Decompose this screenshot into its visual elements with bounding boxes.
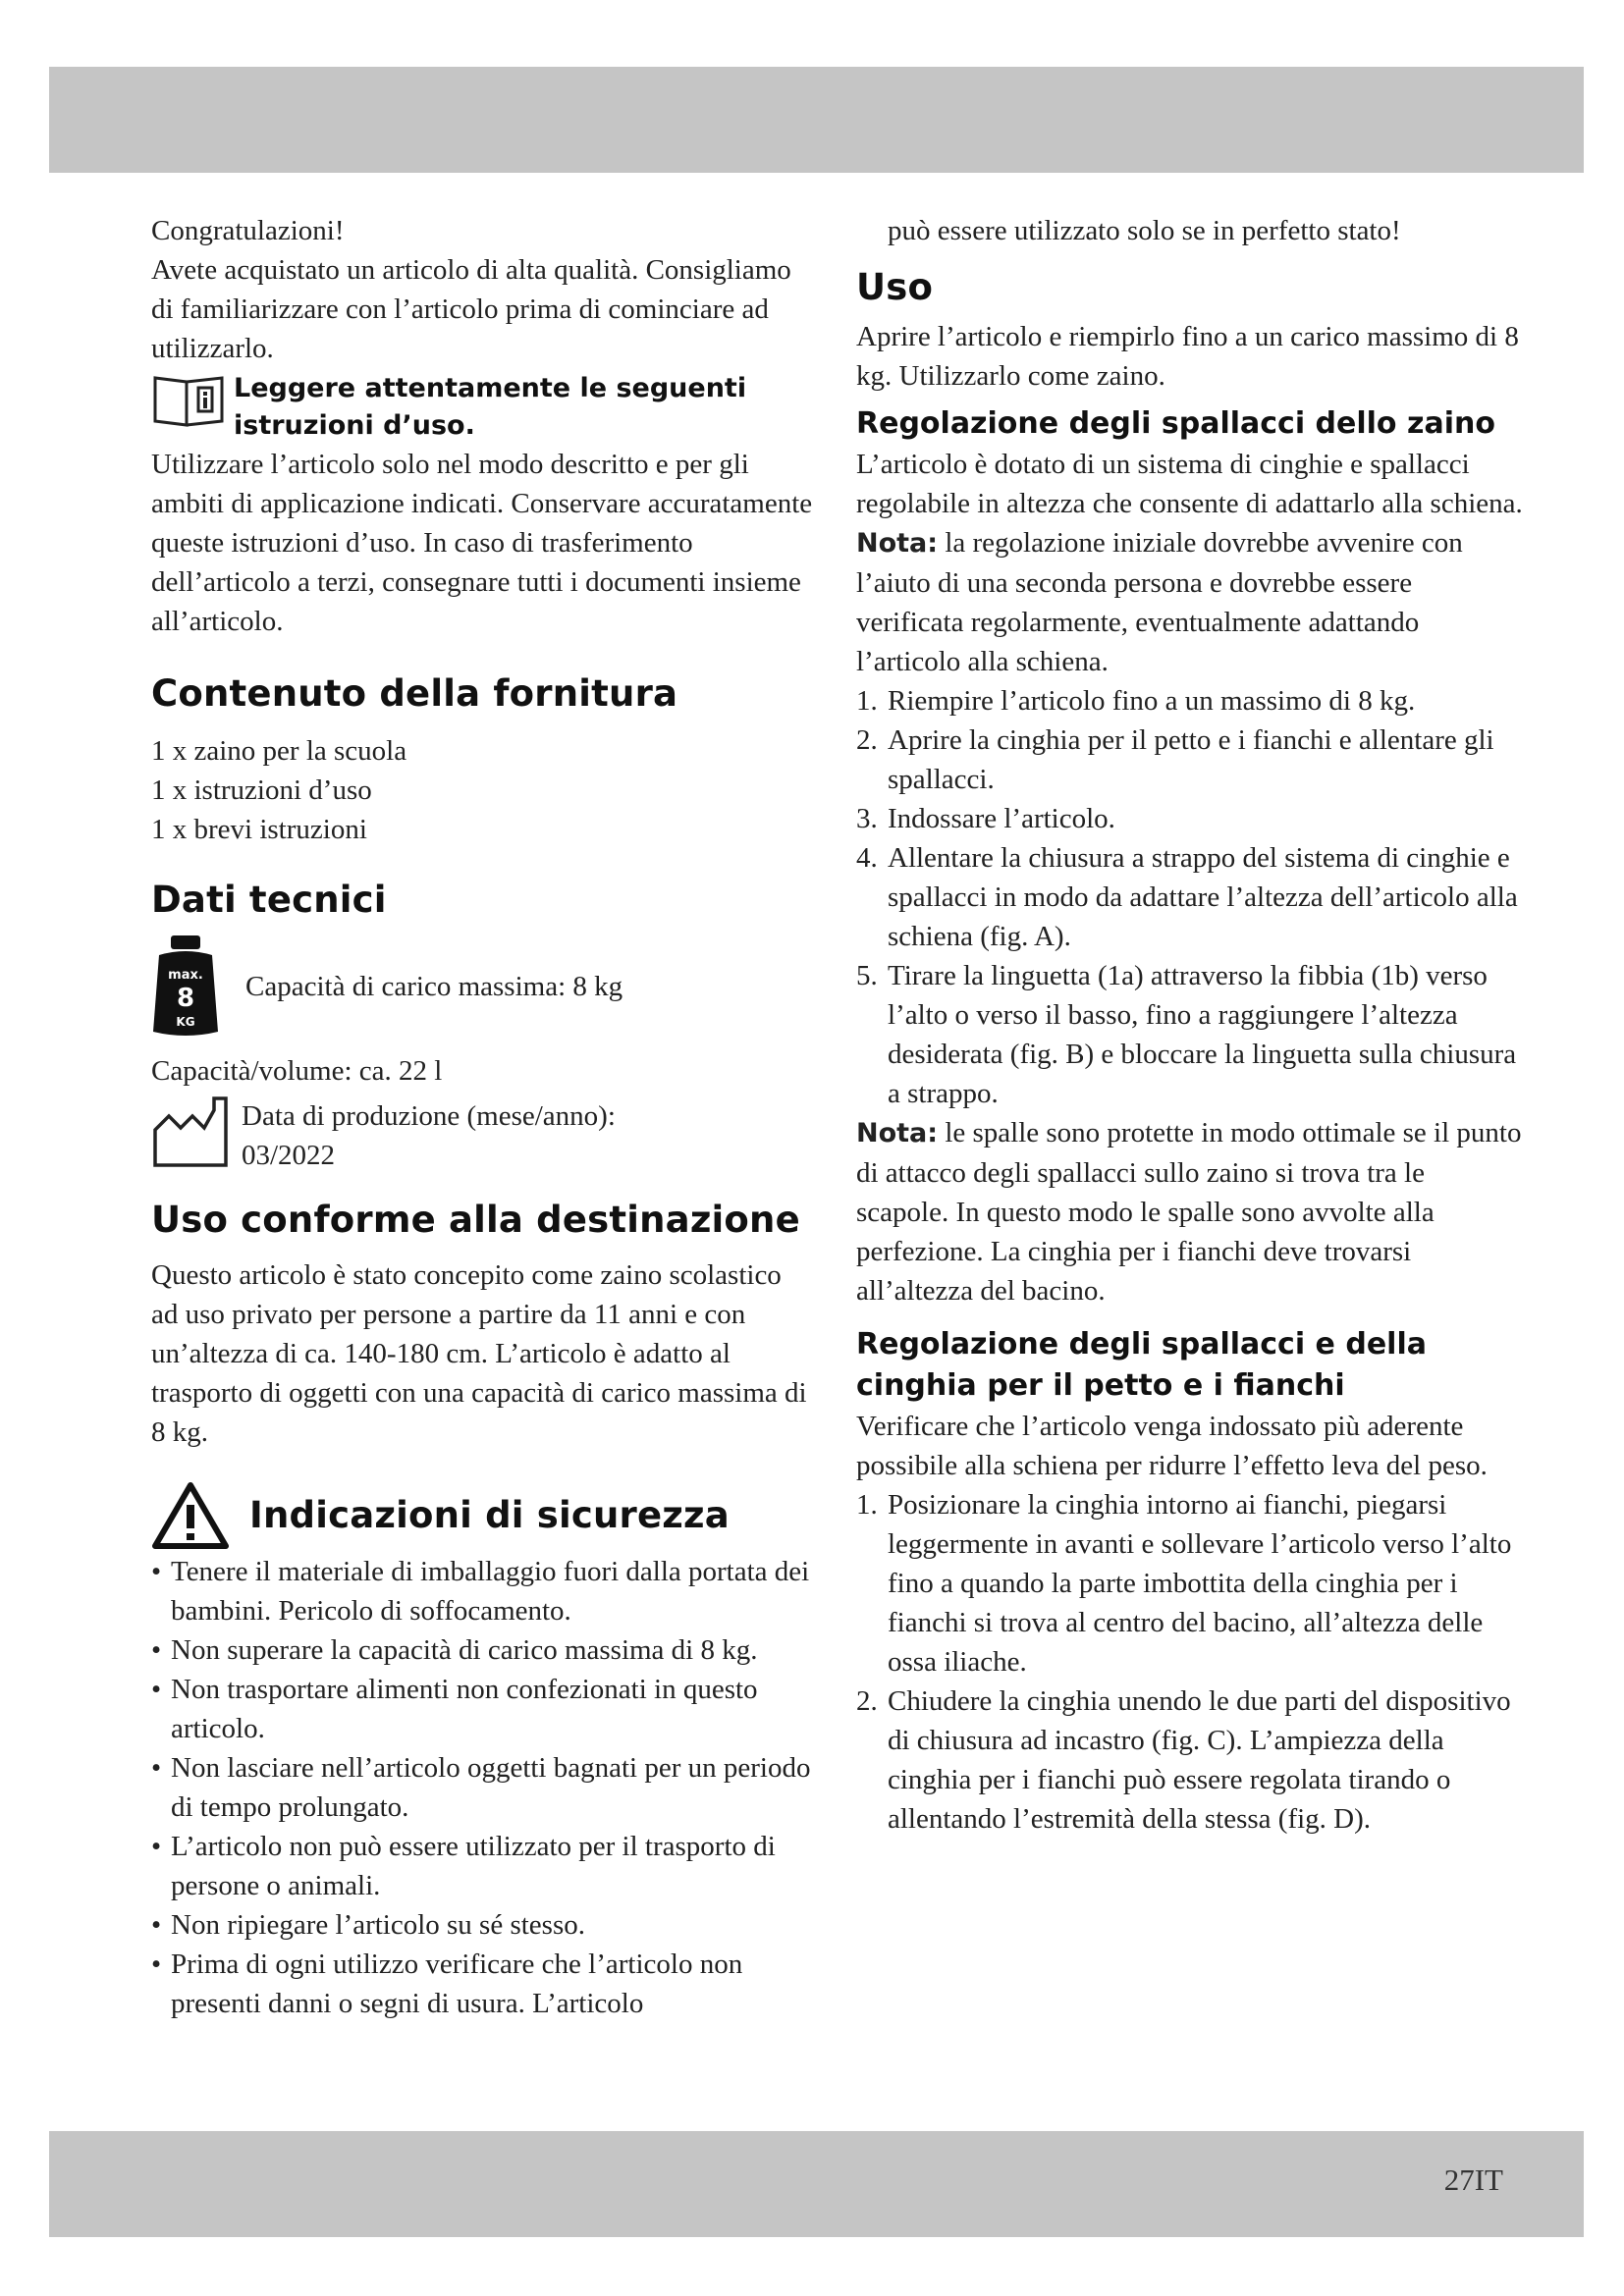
read-notice (151, 370, 814, 445)
list-item: 2. Aprire la cinghia per il petto e i fianchi e allentare gli spallacci. (856, 724, 1494, 795)
list-item: 5. Tirare la linguetta (1a) attraverso la fibbia (1b) verso l’alto o verso il basso, fino a raggiungere l’altezza desiderata (fig. B) e bloccare la linguetta sulla chiusura a strappo. (856, 960, 1517, 1109)
list-item: 4. Allentare la chiusura a strappo del sistema di cinghie e spallacci in modo da adattare l’altezza dell’articolo alla schiena (fig. A). (856, 842, 1518, 952)
belt-steps (856, 1485, 1524, 1839)
header-band (49, 67, 1584, 173)
list-item: • Non ripiegare l’articolo su sé stesso. (151, 1909, 586, 1941)
list-item: • Prima di ogni utilizzo verificare che l’articolo non presenti danni o segni di usura. L’articolo (151, 1949, 743, 2019)
list-item: • Non trasportare alimenti non confezionati in questo articolo. (151, 1674, 758, 1744)
usage-text: Utilizzare l’articolo solo nel modo descritto e per gli ambiti di applicazione indicati. Conservare accuratamente queste istruzioni d’uso. In caso di trasferimento dell’articolo a terzi, consegnare tutti i documenti insieme all’articolo. (151, 449, 813, 637)
list-item: 3. Indossare l’articolo. (856, 803, 1115, 834)
safety-list (151, 1552, 814, 2023)
weight-icon (151, 934, 220, 1040)
intro-text: Avete acquistato un articolo di alta qualità. Consigliamo di familiarizzare con l’articolo prima di cominciare ad utilizzarlo. (151, 254, 791, 364)
straps-note-2: Nota: le spalle sono protette in modo ottimale se il punto di attacco degli spallacci sullo zaino si trova tra le scapole. In questo modo le spalle sono avvolte alla perfezione. La cinghia per i fianchi deve trovarsi all’altezza del bacino. (856, 1117, 1522, 1307)
intended-use-text: Questo articolo è stato concepito come zaino scolastico ad uso privato per persone a partire da 11 anni e con un’altezza di ca. 140-180 cm. L’articolo è adatto al trasporto di oggetti con una capacità di carico massima di 8 kg. (151, 1259, 807, 1448)
straps-heading: Regolazione degli spallacci dello zaino (856, 406, 1495, 441)
belt-heading: Regolazione degli spallacci e della cinghia per il petto e i fianchi (856, 1327, 1427, 1403)
straps-steps (856, 681, 1524, 1113)
straps-note: Nota: la regolazione iniziale dovrebbe avvenire con l’aiuto di una seconda persona e dovrebbe essere verificata regolarmente, eventualmente adattando l’articolo alla schiena. (856, 527, 1463, 677)
belt-text: Verificare che l’articolo venga indossato più aderente possibile alla schiena per ridurre l’effetto leva del peso. (856, 1411, 1488, 1481)
contents-item: 1 x zaino per la scuola (151, 735, 407, 767)
list-item: • L’articolo non può essere utilizzato per il trasporto di persone o animali. (151, 1831, 776, 1901)
weight-icon-value: 8 (176, 984, 195, 1013)
list-item: • Non lasciare nell’articolo oggetti bagnati per un periodo di tempo prolungato. (151, 1752, 811, 1823)
production-row (151, 1096, 814, 1175)
page-number: 27IT (1443, 2163, 1503, 2197)
production-label: Data di produzione (mese/anno): (242, 1100, 616, 1132)
contents-heading: Contenuto della fornitura (151, 672, 678, 715)
tech-heading: Dati tecnici (151, 879, 387, 921)
production-date-icon (151, 1096, 230, 1171)
production-text (242, 1096, 616, 1175)
list-item: • Tenere il materiale di imballaggio fuori dalla portata dei bambini. Pericolo di soffocamento. (151, 1556, 810, 1627)
safety-heading: Indicazioni di sicurezza (249, 1494, 730, 1536)
contents-item: 1 x brevi istruzioni (151, 814, 367, 845)
list-item: 2. Chiudere la cinghia unendo le due parti del dispositivo di chiusura ad incastro (fig. C). L’ampiezza della cinghia per i fianchi può essere regolata tirando o allentando l’estremità della stessa (fig. D). (856, 1685, 1511, 1835)
note-label: Nota: (856, 1118, 939, 1148)
list-item: • Non superare la capacità di carico massima di 8 kg. (151, 1634, 758, 1666)
intended-use-heading: Uso conforme alla destinazione (151, 1199, 800, 1241)
contents-list (151, 731, 814, 849)
continuation-text: può essere utilizzato solo se in perfetto stato! (888, 215, 1401, 246)
production-date: 03/2022 (242, 1140, 336, 1171)
max-load-row (151, 934, 814, 1040)
intro-congrats: Congratulazioni! (151, 215, 345, 246)
safety-heading-row (151, 1481, 814, 1550)
list-item: 1. Posizionare la cinghia intorno ai fianchi, piegarsi leggermente in avanti e sollevare l’articolo verso l’alto fino a quando la parte imbottita della cinghia per i fianchi si trova al centro del bacino, all’altezza delle ossa iliache. (856, 1489, 1512, 1678)
note-label: Nota: (856, 528, 939, 559)
volume-text: Capacità/volume: ca. 22 l (151, 1055, 443, 1087)
max-load-text: Capacità di carico massima: 8 kg (245, 971, 623, 1002)
footer-band (49, 2131, 1584, 2237)
weight-icon-top: max. (168, 968, 203, 983)
left-column (151, 211, 814, 2023)
manual-book-icon (151, 370, 228, 429)
use-heading: Uso (856, 266, 934, 308)
read-notice-text: Leggere attentamente le seguenti istruzioni d’uso. (234, 373, 747, 441)
warning-triangle-icon (151, 1481, 230, 1550)
right-column (856, 211, 1524, 1839)
straps-text: L’articolo è dotato di un sistema di cinghie e spallacci regolabile in altezza che consente di adattarlo alla schiena. (856, 449, 1523, 519)
list-item: 1. Riempire l’articolo fino a un massimo di 8 kg. (856, 685, 1416, 717)
weight-icon-unit: KG (176, 1015, 195, 1029)
use-text: Aprire l’articolo e riempirlo fino a un carico massimo di 8 kg. Utilizzarlo come zaino. (856, 321, 1519, 392)
contents-item: 1 x istruzioni d’uso (151, 774, 372, 806)
